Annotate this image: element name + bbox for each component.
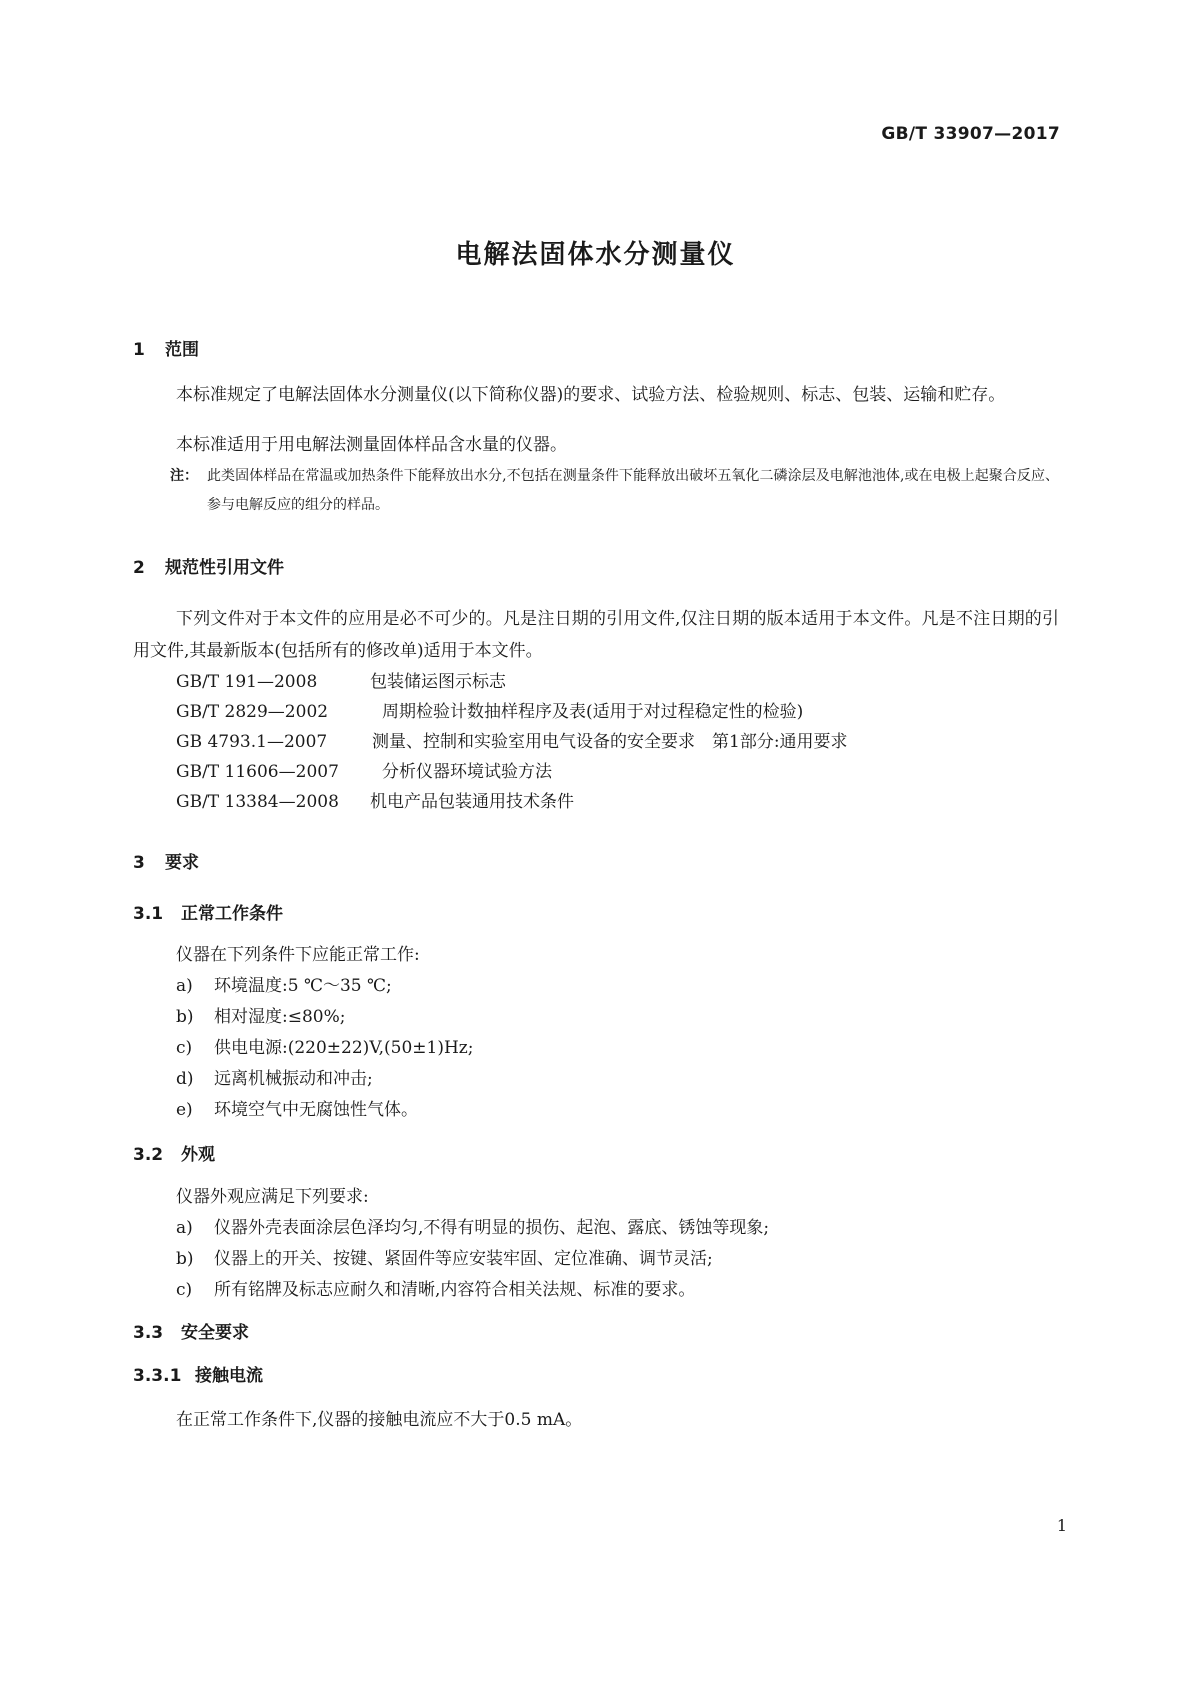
reference-title: 分析仪器环境试验方法 bbox=[382, 762, 552, 782]
section-2-para: 下列文件对于本文件的应用是必不可少的。凡是注日期的引用文件,仅注日期的版本适用于本文件。凡是不注日期的引用文件,其最新版本(包括所有的修改单)适用于本文件。 bbox=[133, 609, 1059, 661]
reference-line bbox=[176, 667, 506, 692]
list-text: 所有铭牌及标志应耐久和清晰,内容符合相关法规、标准的要求。 bbox=[214, 1280, 696, 1300]
section-title: 正常工作条件 bbox=[181, 904, 283, 924]
section-number: 3 bbox=[133, 853, 145, 873]
list-text: 仪器上的开关、按键、紧固件等应安装牢固、定位准确、调节灵活; bbox=[214, 1249, 713, 1269]
section-3-3-1-para: 在正常工作条件下,仪器的接触电流应不大于0.5 mA。 bbox=[176, 1410, 583, 1430]
list-marker: c) bbox=[176, 1280, 193, 1300]
list-item bbox=[176, 1213, 769, 1238]
reference-title: 机电产品包装通用技术条件 bbox=[370, 792, 574, 812]
standard-code: GB/T 33907—2017 bbox=[881, 124, 1060, 144]
section-1-para-2: 本标准适用于用电解法测量固体样品含水量的仪器。 bbox=[176, 435, 567, 455]
section-3-3-heading bbox=[133, 1318, 249, 1343]
note-text: 此类固体样品在常温或加热条件下能释放出水分,不包括在测量条件下能释放出破坏五氧化二磷涂层及电解池池体,或在电极上起聚合反应、参与电解反应的组分的样品。 bbox=[207, 468, 1059, 513]
section-title: 外观 bbox=[181, 1145, 215, 1165]
section-3-2-intro: 仪器外观应满足下列要求: bbox=[176, 1187, 369, 1207]
section-3-heading bbox=[133, 848, 199, 873]
reference-code: GB/T 191—2008 bbox=[176, 672, 318, 692]
list-item bbox=[176, 1064, 373, 1089]
list-text: 环境空气中无腐蚀性气体。 bbox=[214, 1100, 418, 1120]
list-marker: c) bbox=[176, 1038, 193, 1058]
reference-title: 包装储运图示标志 bbox=[370, 672, 506, 692]
list-text: 环境温度:5 ℃～35 ℃; bbox=[214, 976, 392, 996]
section-1-para-1: 本标准规定了电解法固体水分测量仪(以下简称仪器)的要求、试验方法、检验规则、标志、包装、运输和贮存。 bbox=[176, 385, 1006, 405]
list-marker: a) bbox=[176, 976, 193, 996]
list-marker: d) bbox=[176, 1069, 194, 1089]
section-number: 3.3 bbox=[133, 1323, 164, 1343]
section-title: 范围 bbox=[165, 340, 199, 360]
reference-line bbox=[176, 757, 552, 782]
document-title: 电解法固体水分测量仪 bbox=[455, 240, 736, 270]
reference-title: 测量、控制和实验室用电气设备的安全要求 第1部分:通用要求 bbox=[372, 732, 848, 752]
list-item bbox=[176, 1095, 418, 1120]
section-title: 安全要求 bbox=[181, 1323, 249, 1343]
reference-code: GB/T 2829—2002 bbox=[176, 702, 329, 722]
list-text: 相对湿度:≤80%; bbox=[214, 1007, 346, 1027]
section-2-heading bbox=[133, 553, 284, 578]
section-number: 3.3.1 bbox=[133, 1366, 182, 1386]
reference-code: GB/T 11606—2007 bbox=[176, 762, 339, 782]
list-text: 供电电源:(220±22)V,(50±1)Hz; bbox=[214, 1038, 474, 1058]
list-marker: b) bbox=[176, 1249, 194, 1269]
reference-line bbox=[176, 787, 574, 812]
reference-code: GB 4793.1—2007 bbox=[176, 732, 328, 752]
section-3-1-heading bbox=[133, 899, 283, 924]
list-text: 远离机械振动和冲击; bbox=[214, 1069, 373, 1089]
list-item bbox=[176, 1275, 695, 1300]
section-title: 规范性引用文件 bbox=[165, 558, 284, 578]
section-1-note bbox=[170, 462, 1059, 520]
list-item bbox=[176, 1244, 713, 1269]
reference-code: GB/T 13384—2008 bbox=[176, 792, 339, 812]
list-marker: a) bbox=[176, 1218, 193, 1238]
section-number: 1 bbox=[133, 340, 145, 360]
reference-title: 周期检验计数抽样程序及表(适用于对过程稳定性的检验) bbox=[382, 702, 804, 722]
note-label: 注： bbox=[170, 468, 198, 484]
section-number: 3.1 bbox=[133, 904, 164, 924]
list-marker: b) bbox=[176, 1007, 194, 1027]
section-3-2-heading bbox=[133, 1140, 215, 1165]
list-text: 仪器外壳表面涂层色泽均匀,不得有明显的损伤、起泡、露底、锈蚀等现象; bbox=[214, 1218, 770, 1238]
page-number: 1 bbox=[1056, 1516, 1067, 1535]
section-number: 2 bbox=[133, 558, 145, 578]
section-number: 3.2 bbox=[133, 1145, 164, 1165]
list-item bbox=[176, 1002, 345, 1027]
section-3-3-1-heading bbox=[133, 1361, 263, 1386]
list-item bbox=[176, 1033, 474, 1058]
list-marker: e) bbox=[176, 1100, 193, 1120]
list-item bbox=[176, 971, 392, 996]
section-1-heading bbox=[133, 335, 199, 360]
reference-line bbox=[176, 727, 848, 752]
reference-line bbox=[176, 697, 803, 722]
section-title: 接触电流 bbox=[195, 1366, 263, 1386]
section-3-1-intro: 仪器在下列条件下应能正常工作: bbox=[176, 945, 420, 965]
section-title: 要求 bbox=[165, 853, 199, 873]
